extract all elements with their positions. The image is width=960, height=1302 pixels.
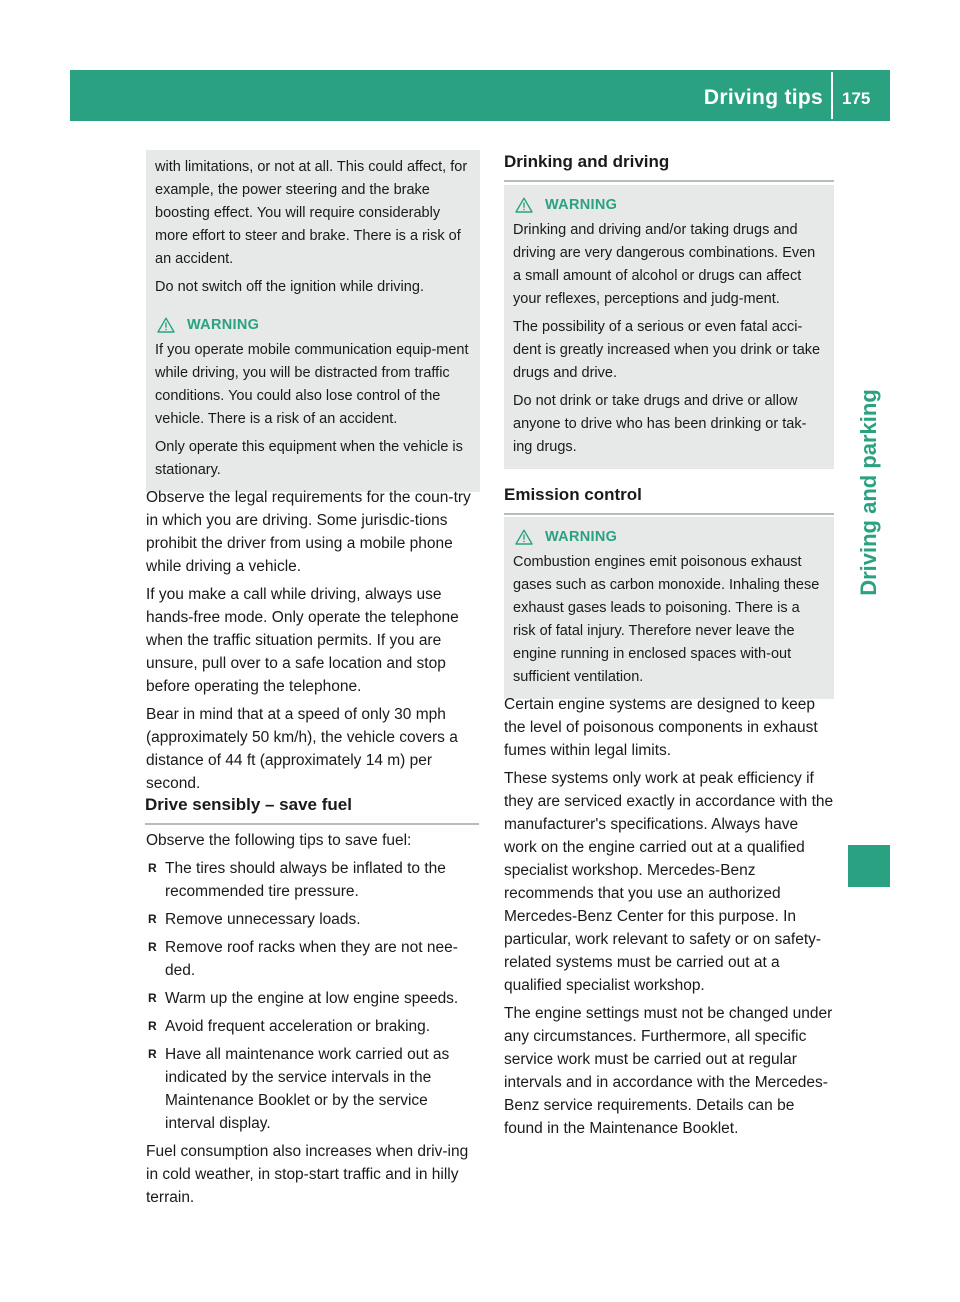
warning-title: WARNING xyxy=(545,197,618,213)
bullet-glyph: R xyxy=(148,991,157,1005)
side-tab-label: Driving and parking xyxy=(856,389,881,596)
side-tab-marker xyxy=(848,845,890,887)
paragraph: Observe the following tips to save fuel: xyxy=(146,832,412,849)
paragraph: Observe the legal requirements for the coun-try in which you are driving. Some jurisdic-tions prohibit the driver from using a mobile phone while driving a vehicle. xyxy=(146,489,471,575)
header-divider xyxy=(831,72,833,119)
warning-box-emission xyxy=(504,517,834,699)
warning-text: If you operate mobile communication equip-ment while driving, you will be distracted from traffic conditions. You could also lose control of the vehicle. There is a risk of an accident. xyxy=(155,342,469,427)
side-tab xyxy=(848,160,890,825)
warning-text: Do not drink or take drugs and drive or allow anyone to drive who has been drinking or tak-ing drugs. xyxy=(513,393,807,455)
continued-warning-box xyxy=(146,150,480,309)
list-item xyxy=(146,936,480,982)
warning-text: Only operate this equipment when the vehicle is stationary. xyxy=(155,439,463,478)
section-heading-emission: Emission control xyxy=(504,485,834,515)
warning-text: The possibility of a serious or even fatal acci-dent is greatly increased when you drink or take drugs and drive. xyxy=(513,319,821,381)
list-item-text: Remove unnecessary loads. xyxy=(165,911,361,928)
warning-text: Do not switch off the ignition while driving. xyxy=(155,279,424,295)
list-item xyxy=(146,908,480,931)
list-item-text: Have all maintenance work carried out as indicated by the service intervals in the Maintenance Booklet or by the service interval display. xyxy=(165,1046,450,1132)
warning-text: Drinking and driving and/or taking drugs and driving are very dangerous combinations. Even a small amount of alcohol or drugs can affect your reflexes, perceptions and judg-ment. xyxy=(513,222,816,307)
paragraph: The engine settings must not be changed under any circumstances. Furthermore, all specific service work must be carried out at regular intervals and in accordance with the Mercedes-Benz service requirements. Details can be found in the Maintenance Booklet. xyxy=(504,1005,833,1137)
warning-header xyxy=(155,317,471,333)
paragraph: These systems only work at peak efficiency if they are serviced exactly in accordance with the manufacturer's specifications. Always have work on the engine carried out at a qualified specialist workshop. Mercedes-Benz recommends that you use an authorized Mercedes-Benz Center for this purpose. In particular, work relevant to safety or on safety-related systems must be carried out at a qualified specialist workshop. xyxy=(504,770,834,994)
list-item xyxy=(146,1043,480,1135)
warning-title: WARNING xyxy=(545,529,618,545)
bullet-glyph: R xyxy=(148,940,157,954)
bullet-glyph: R xyxy=(148,1019,157,1033)
fuel-tips-list xyxy=(146,857,480,1135)
body-text-phone xyxy=(146,486,480,800)
warning-box-mobile xyxy=(146,305,480,492)
section-heading-drinking: Drinking and driving xyxy=(504,152,834,182)
list-item-text: Remove roof racks when they are not nee-ded. xyxy=(165,939,458,979)
bullet-glyph: R xyxy=(148,861,157,875)
paragraph: Fuel consumption also increases when driv-ing in cold weather, in stop-start traffic and in hilly terrain. xyxy=(146,1143,469,1206)
bullet-glyph: R xyxy=(148,1047,157,1061)
section-heading-save-fuel: Drive sensibly – save fuel xyxy=(145,795,479,825)
list-item xyxy=(146,857,480,903)
body-text-emission xyxy=(504,693,834,1145)
list-item-text: Avoid frequent acceleration or braking. xyxy=(165,1018,431,1035)
paragraph: Bear in mind that at a speed of only 30 mph (approximately 50 km/h), the vehicle covers a distance of 44 ft (approximately 14 m) per second. xyxy=(146,706,458,792)
warning-title: WARNING xyxy=(187,317,260,333)
warning-text: with limitations, or not at all. This could affect, for example, the power steering and the brake boosting effect. You will require considerably more effort to steer and brake. There is a risk of an accident. xyxy=(155,159,468,267)
list-item xyxy=(146,1015,480,1038)
bullet-glyph: R xyxy=(148,912,157,926)
warning-header xyxy=(513,197,825,213)
warning-header xyxy=(513,529,825,545)
page-number: 175 xyxy=(842,89,871,108)
list-item xyxy=(146,987,480,1010)
warning-triangle-icon xyxy=(515,197,533,213)
header-title: Driving tips xyxy=(703,86,823,109)
warning-triangle-icon xyxy=(515,529,533,545)
warning-box-drinking xyxy=(504,185,834,469)
warning-triangle-icon xyxy=(157,317,175,333)
paragraph: If you make a call while driving, always use hands-free mode. Only operate the telephone when the traffic situation permits. If you are unsure, pull over to a safe location and stop before operating the telephone. xyxy=(146,586,459,695)
body-text-fuel xyxy=(146,829,480,1214)
paragraph: Certain engine systems are designed to keep the level of poisonous components in exhaust fumes within legal limits. xyxy=(504,696,818,759)
list-item-text: Warm up the engine at low engine speeds. xyxy=(165,990,459,1007)
list-item-text: The tires should always be inflated to the recommended tire pressure. xyxy=(165,860,446,900)
warning-text: Combustion engines emit poisonous exhaust gases such as carbon monoxide. Inhaling these exhaust gases leads to poisoning. There is a risk of fatal injury. Therefore never leave the engine running in enclosed spaces with-out sufficient ventilation. xyxy=(513,554,820,685)
